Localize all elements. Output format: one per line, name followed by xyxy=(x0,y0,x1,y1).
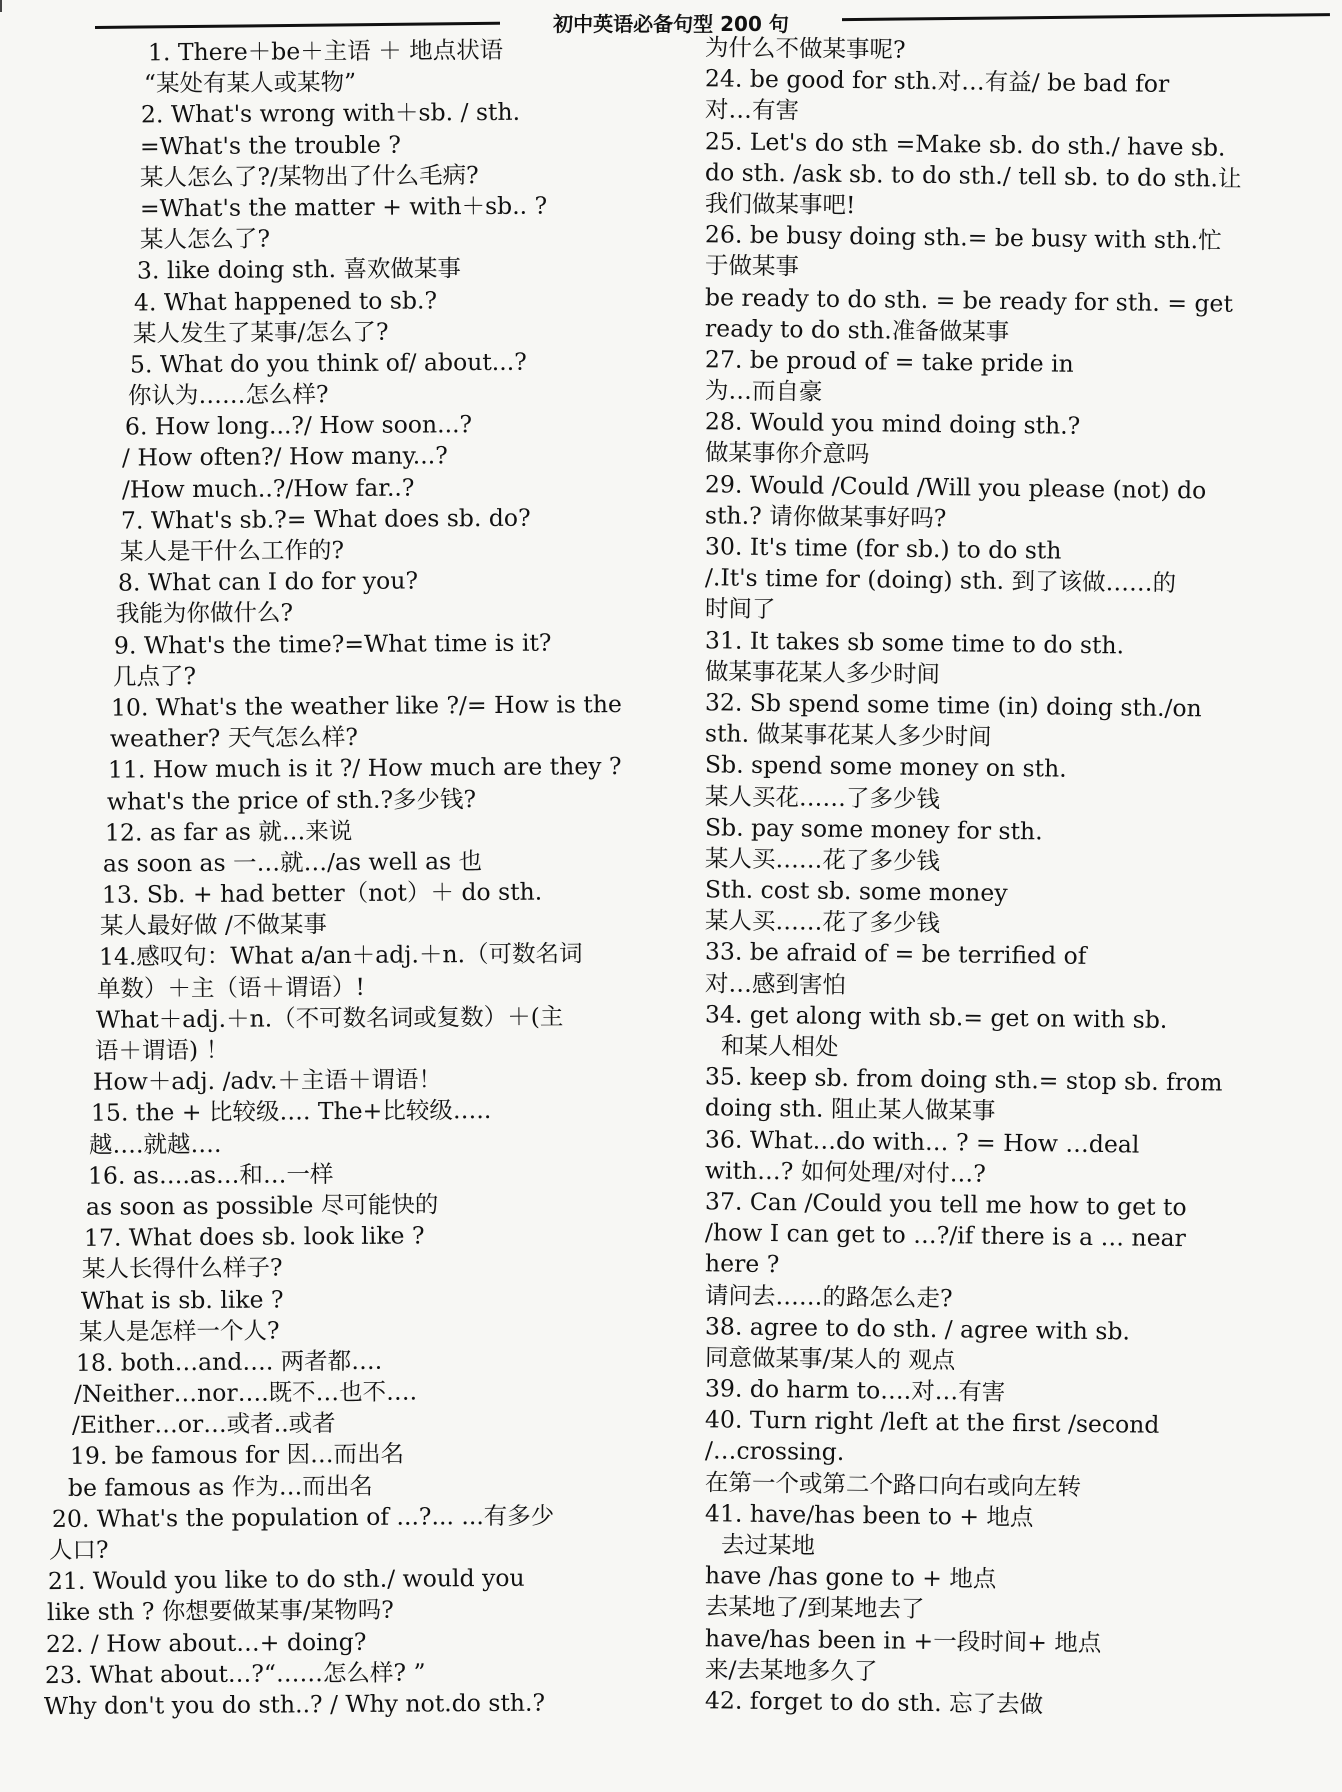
right-column-line: 去某地了/到某地去了 xyxy=(704,1592,925,1624)
right-column-line: 30. It's time (for sb.) to do sth xyxy=(704,532,1062,565)
left-column-line: like sth ? 你想要做某事/某物吗? xyxy=(46,1596,394,1627)
right-column-line: 和某人相处 xyxy=(720,1031,839,1061)
right-column-line: 在第一个或第二个路口向右或向左转 xyxy=(704,1467,1082,1501)
right-column-line: 请问去……的路怎么走? xyxy=(704,1280,953,1312)
left-column-line: 人口? xyxy=(48,1535,109,1565)
left-column-line: weather? 天气怎么样? xyxy=(109,723,359,753)
right-column-line: 为什么不做某事呢? xyxy=(704,33,906,64)
left-column-line: What＋adj.＋n.（不可数名词或复数）＋(主 xyxy=(95,1002,564,1034)
left-column-line: 某人是怎样一个人? xyxy=(78,1316,280,1346)
left-column-line: 几点了? xyxy=(112,661,197,691)
left-column-line: 17. What does sb. look like ? xyxy=(83,1221,425,1252)
right-column-line: 于做某事 xyxy=(704,251,800,281)
left-column-line: 16. as….as…和…一样 xyxy=(87,1159,334,1190)
left-column-line: /How much..?/How far..? xyxy=(121,473,415,504)
left-column-line: as soon as possible 尽可能快的 xyxy=(85,1190,439,1221)
left-column-line: 6. How long...?/ How soon...? xyxy=(124,410,473,441)
right-column-line: here ? xyxy=(704,1249,780,1279)
right-column-line: 某人买花……了多少钱 xyxy=(704,781,941,813)
right-column-line: 36. What…do with… ? = How …deal xyxy=(704,1124,1140,1159)
right-column-line: 27. be proud of = take pride in xyxy=(704,345,1074,378)
right-column-line: 28. Would you mind doing sth.? xyxy=(704,407,1081,441)
left-column-line: 19. be famous for 因…而出名 xyxy=(69,1440,405,1471)
right-column-line: 40. Turn right /left at the first /second xyxy=(704,1405,1160,1440)
right-column-line: 来/去某地多久了 xyxy=(704,1654,878,1686)
left-column-line: 2. What's wrong with＋sb. / sth. xyxy=(140,98,521,129)
left-column-line: what's the price of sth.?多少钱? xyxy=(106,784,477,816)
right-column-line: /how I can get to …?/if there is a … near xyxy=(704,1218,1186,1253)
right-column-line: 29. Would /Could /Will you please (not) do xyxy=(704,469,1207,504)
page-title: 初中英语必备句型 200 句 xyxy=(500,8,842,37)
right-column-line: 去过某地 xyxy=(720,1530,816,1560)
right-column-line: sth.? 请你做某事好吗? xyxy=(704,501,947,533)
left-column xyxy=(44,36,644,1720)
left-column-line: How＋adj. /adv.＋主语＋谓语！ xyxy=(92,1065,443,1096)
right-column-line: 32. Sb spend some time (in) doing sth./on xyxy=(704,688,1202,723)
right-column-line: 41. have/has been to + 地点 xyxy=(704,1499,1034,1532)
left-column-line: 某人怎么了? xyxy=(139,224,271,254)
right-column-line: 31. It takes sb some time to do sth. xyxy=(704,625,1125,659)
left-column-line: 10. What's the weather like ?/= How is the xyxy=(110,689,622,722)
right-column-line: 25. Let's do sth =Make sb. do sth./ have sb. xyxy=(704,126,1226,162)
right-column-line: sth. 做某事花某人多少时间 xyxy=(704,719,992,751)
right-column-line: 24. be good for sth.对…有益/ be bad for xyxy=(704,64,1170,99)
left-column-line: Why don't you do sth..? / Why not.do sth.? xyxy=(43,1688,546,1721)
left-column-line: 8. What can I do for you? xyxy=(117,566,419,597)
right-column-line: 时间了 xyxy=(704,594,776,624)
right-column-line: 38. agree to do sth. / agree with sb. xyxy=(704,1311,1131,1346)
right-column-line: 某人买……花了多少钱 xyxy=(704,844,941,875)
right-column-line: /…crossing. xyxy=(704,1436,845,1467)
right-column-line: 35. keep sb. from doing sth.= stop sb. from xyxy=(704,1062,1223,1097)
left-column-line: be famous as 作为…而出名 xyxy=(67,1471,373,1502)
left-column-line: 某人长得什么样子? xyxy=(81,1253,283,1284)
right-column-line: 34. get along with sb.= get on with sb. xyxy=(704,1000,1168,1034)
right-column xyxy=(704,33,1320,1720)
right-column-line: 对…有害 xyxy=(704,95,800,125)
left-column-line: /Either…or…或者..或者 xyxy=(71,1409,336,1440)
left-column-line: 5. What do you think of/ about...? xyxy=(129,347,527,379)
left-column-line: 14.感叹句：What a/an＋adj.＋n.（可数名词 xyxy=(98,939,583,972)
right-column-line: Sb. pay some money for sth. xyxy=(704,812,1043,846)
right-column-line: 做某事花某人多少时间 xyxy=(704,656,941,688)
right-column-line: with…? 如何处理/对付…? xyxy=(704,1155,986,1188)
left-column-line: 7. What's sb.?= What does sb. do? xyxy=(120,503,531,535)
right-column-line: do sth. /ask sb. to do sth./ tell sb. to do sth.让 xyxy=(704,157,1242,193)
left-column-line: 某人是干什么工作的? xyxy=(119,535,345,566)
right-column-line: have/has been in +一段时间+ 地点 xyxy=(704,1623,1102,1657)
right-column-line: doing sth. 阻止某人做某事 xyxy=(704,1093,996,1126)
left-column-line: 18. both…and…. 两者都…. xyxy=(75,1346,383,1377)
left-column-line: 某人最好做 /不做某事 xyxy=(99,910,327,940)
left-column-line: 越….就越…. xyxy=(88,1129,222,1159)
left-column-line: 13. Sb. + had better（not）＋ do sth. xyxy=(101,877,543,909)
right-column-line: 33. be afraid of = be terrified of xyxy=(704,937,1087,971)
right-column-line: 做某事你介意吗 xyxy=(704,438,870,469)
right-column-line: 39. do harm to….对…有害 xyxy=(704,1374,1006,1406)
left-column-line: 20. What's the population of ...?... ...有多少 xyxy=(51,1501,555,1533)
left-column-line: 单数）＋主（语＋谓语）! xyxy=(96,972,366,1003)
left-column-line: What is sb. like ? xyxy=(80,1284,284,1315)
left-column-line: “某处有某人或某物” xyxy=(143,68,357,98)
left-column-line: 21. Would you like to do sth./ would you xyxy=(47,1563,525,1596)
right-column-line: 对…感到害怕 xyxy=(704,968,847,999)
right-column-line: Sb. spend some money on sth. xyxy=(704,750,1067,783)
left-column-line: 23. What about…?“……怎么样? ” xyxy=(44,1658,426,1689)
left-column-line: 某人发生了某事/怎么了? xyxy=(132,317,389,348)
left-column-line: 我能为你做什么? xyxy=(115,598,294,628)
right-column-line: 42. forget to do sth. 忘了去做 xyxy=(704,1686,1044,1719)
left-column-line: 15. the + 比较级…. The+比较级….. xyxy=(90,1096,492,1128)
right-column-line: Sth. cost sb. some money xyxy=(704,875,1008,908)
left-column-line: 语＋谓语) ！ xyxy=(94,1035,230,1065)
left-column-line: 3. like doing sth. 喜欢做某事 xyxy=(136,254,462,285)
left-column-line: as soon as 一…就…/as well as 也 xyxy=(102,846,483,878)
right-column-line: 37. Can /Could you tell me how to get to xyxy=(704,1187,1187,1222)
right-column-line: /.It's time for (doing) sth. 到了该做……的 xyxy=(704,563,1177,598)
left-column-line: 1. There＋be＋主语 ＋ 地点状语 xyxy=(147,35,504,67)
left-column-line: 某人怎么了?/某物出了什么毛病? xyxy=(139,160,479,192)
left-column-line: 11. How much is it ?/ How much are they ? xyxy=(107,752,622,784)
left-column-line: / How often?/ How many...? xyxy=(121,441,448,472)
left-column-line: =What's the trouble ? xyxy=(139,130,401,160)
right-column-line: 为…而自豪 xyxy=(704,376,823,406)
left-column-line: /Neither…nor….既不…也不…. xyxy=(73,1377,418,1408)
right-column-line: be ready to do sth. = be ready for sth. = get xyxy=(704,282,1234,318)
right-column-line: 我们做某事吧! xyxy=(704,189,856,220)
scan-edge-mark xyxy=(0,0,8,12)
left-column-line: 9. What's the time?=What time is it? xyxy=(113,628,552,660)
left-column-line: 你认为……怎么样? xyxy=(127,380,329,410)
left-column-line: 22. / How about…+ doing? xyxy=(45,1627,367,1658)
right-column-line: 同意做某事/某人的 观点 xyxy=(704,1343,956,1375)
left-column-line: 12. as far as 就…来说 xyxy=(104,816,353,847)
left-column-line: 4. What happened to sb.? xyxy=(133,285,438,316)
right-column-line: 某人买……花了多少钱 xyxy=(704,906,941,938)
right-column-line: ready to do sth.准备做某事 xyxy=(704,313,1010,346)
right-column-line: 26. be busy doing sth.= be busy with sth.忙 xyxy=(704,220,1222,255)
left-column-line: =What's the matter + with＋sb.. ? xyxy=(139,191,548,223)
right-column-line: have /has gone to + 地点 xyxy=(704,1561,997,1593)
